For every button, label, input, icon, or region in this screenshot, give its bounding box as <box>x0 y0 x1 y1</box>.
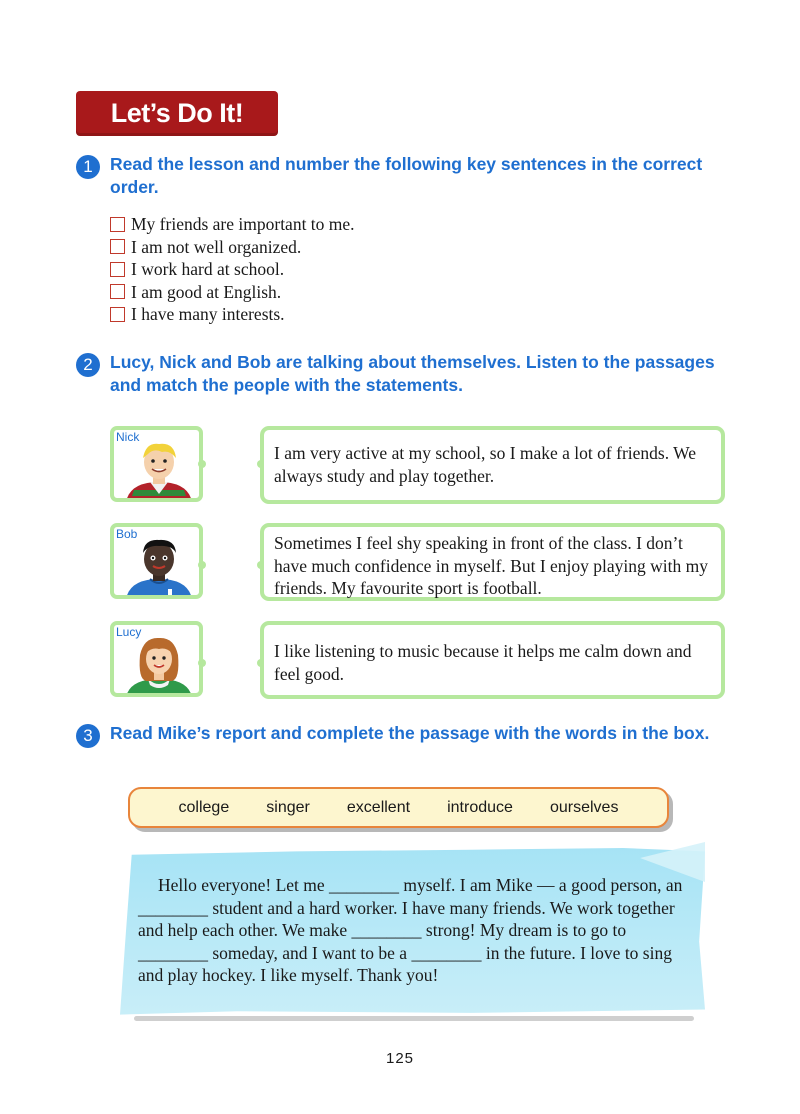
match-connector <box>203 463 260 465</box>
statement-text: Sometimes I feel shy speaking in front of the class. I don’t have much confidence in myself. But I enjoy playing with my friends. My favourite sport is football. <box>274 533 708 598</box>
checkbox-icon[interactable] <box>110 217 125 232</box>
girl-icon <box>124 633 194 697</box>
match-connector <box>203 662 260 664</box>
checkbox-icon[interactable] <box>110 262 125 277</box>
statement-card <box>260 621 725 699</box>
statement-text: I am very active at my school, so I make a lot of friends. We always study and play together. <box>274 443 697 486</box>
question-1 <box>76 153 736 199</box>
note-shadow <box>134 1016 694 1021</box>
question-number-badge: 3 <box>76 724 100 748</box>
word-option: excellent <box>346 798 411 816</box>
checklist-item <box>110 303 355 326</box>
nick-portrait <box>110 426 203 502</box>
question-3 <box>76 722 736 745</box>
checkbox-icon[interactable] <box>110 284 125 299</box>
word-option: singer <box>266 798 310 816</box>
question-number-badge: 1 <box>76 155 100 179</box>
checkbox-icon[interactable] <box>110 239 125 254</box>
connector-dot[interactable] <box>198 561 206 569</box>
question-1-instruction: Read the lesson and number the following key sentences in the correct order. <box>110 154 703 197</box>
word-option: ourselves <box>549 798 619 816</box>
checklist-item-text: I am not well organized. <box>131 236 302 257</box>
checkbox-icon[interactable] <box>110 307 125 322</box>
report-note <box>120 848 705 1018</box>
statement-card <box>260 523 725 601</box>
checklist-item <box>110 213 355 236</box>
checklist-item-text: My friends are important to me. <box>131 214 355 234</box>
checklist-item-text: I work hard at school. <box>131 259 285 279</box>
statement-text: I like listening to music because it helps me calm down and feel good. <box>274 641 692 684</box>
checklist-item <box>110 281 355 304</box>
person-name-label: Lucy <box>116 625 142 639</box>
person-name-label: Nick <box>116 430 140 444</box>
connector-dot[interactable] <box>198 460 206 468</box>
match-connector <box>203 564 260 566</box>
sentence-checklist <box>110 213 355 326</box>
boy-blond-icon <box>124 438 194 502</box>
question-number-badge: 2 <box>76 353 100 377</box>
report-passage: Hello everyone! Let me ________ myself. I am Mike — a good person, an ________ student and a hard worker. I have many friends. We work together and help each other. We make ________ strong! My dream is to go to ________ someday, and I want to be a ________ in the future. I love to sing and play hockey. I like myself. Thank you! <box>138 875 683 985</box>
word-box <box>128 787 669 828</box>
page-number: 125 <box>385 1050 415 1067</box>
lucy-portrait <box>110 621 203 697</box>
checklist-item-text: I have many interests. <box>131 304 285 324</box>
word-option: college <box>178 798 230 816</box>
checklist-item-text: I am good at English. <box>131 281 282 302</box>
person-name-label: Bob <box>116 527 138 541</box>
question-3-instruction: Read Mike’s report and complete the passage with the words in the box. <box>110 723 710 743</box>
bob-portrait <box>110 523 203 599</box>
word-option: introduce <box>447 798 513 816</box>
checklist-item <box>110 258 355 281</box>
boy-curly-icon <box>124 535 194 599</box>
checklist-item <box>110 236 355 259</box>
connector-dot[interactable] <box>198 659 206 667</box>
statement-card <box>260 426 725 504</box>
question-2-instruction: Lucy, Nick and Bob are talking about themselves. Listen to the passages and match the people with the statements. <box>110 352 715 395</box>
lets-do-it-banner: Let’s Do It! <box>76 91 278 136</box>
question-2 <box>76 351 736 397</box>
